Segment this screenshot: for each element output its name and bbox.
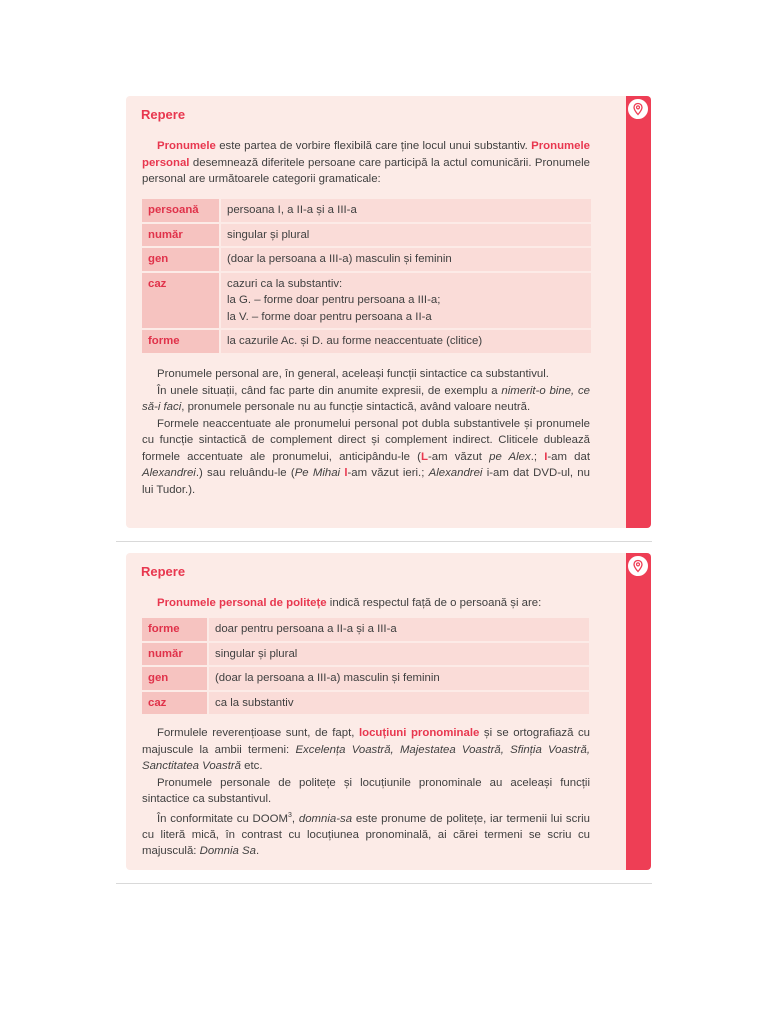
row-value-line: persoana I, a II-a și a III-a (227, 204, 357, 216)
location-pin-icon (627, 98, 649, 120)
row-key: caz (142, 273, 221, 329)
table-row (142, 667, 589, 690)
intro-paragraph: Pronumele personal de politețe indică respectul față de o persoană și are: (157, 597, 542, 609)
body-text (142, 725, 590, 860)
location-pin-icon (627, 555, 649, 577)
table-row (142, 330, 591, 353)
table-row (142, 643, 589, 666)
table-row (142, 273, 591, 329)
term-pronume-politete: Pronumele personal de politețe (157, 597, 327, 609)
row-value (221, 199, 591, 222)
row-value: doar pentru persoana a II-a și a III-a (209, 618, 589, 641)
table-row (142, 199, 591, 222)
card-title: Repere (141, 107, 186, 122)
row-value (221, 248, 591, 271)
paragraph-functions: Pronumele personale de politețe și locuțiunile pronominale au aceleași funcții sintactice ca substantivul. (142, 776, 590, 805)
paragraph-clitics: Formele neaccentuate ale pronumelui personal pot dubla substantivele și pronumele cu funcție sintactică de complement direct și complement indirect. Cliticele dublează formele accentuate ale pronumelui, anticipându-le (L-am văzut pe Alex.; I-am dat Alexandrei.) sau reluându-le (Pe Mihai l-am văzut ieri.; Alexandrei i-am dat DVD-ul, nu lui Tudor.). (142, 417, 591, 496)
intro-paragraph: Pronumele este partea de vorbire flexibilă care ține locul unui substantiv. Pronumele personal desemnează diferitele persoane care participă la actul comunicării. Pronumele personal are următoarele categorii gramaticale: (142, 140, 590, 185)
divider (116, 541, 652, 542)
row-value (221, 273, 591, 329)
row-key: caz (142, 692, 209, 715)
table-row (142, 224, 591, 247)
row-value-line: la G. – forme doar pentru persoana a III-a; (227, 294, 441, 306)
row-key: număr (142, 224, 221, 247)
row-value (221, 224, 591, 247)
paragraph-functions: Pronumele personal are, în general, aceleași funcții sintactice ca substantivul. (157, 368, 549, 380)
row-value-line: la cazurile Ac. și D. au forme neaccentuate (clitice) (227, 335, 483, 347)
repere-card-politete (126, 553, 651, 870)
row-value-line: cazuri ca la substantiv: (227, 277, 343, 290)
table-row (142, 248, 591, 271)
table-row (142, 618, 589, 641)
row-value (221, 330, 591, 353)
row-value-line: (doar la persoana a III-a) masculin și feminin (227, 253, 452, 265)
paragraph-neutral: În unele situații, când fac parte din anumite expresii, de exemplu a nimerit-o bine, ce să-i faci, pronumele personale nu au funcție sintactică, având valoare neutră. (142, 384, 590, 413)
row-key: forme (142, 618, 209, 641)
paragraph-locutions: Formulele reverențioase sunt, de fapt, locuțiuni pronominale și se ortografiază cu majuscule la ambii termeni: Excelența Voastră, Majestatea Voastră, Sfinția Voastră, Sanctitatea Voastră etc. (142, 727, 591, 772)
politete-table (142, 616, 589, 716)
card-title: Repere (141, 564, 186, 579)
table-row (142, 692, 589, 715)
row-value-line: la V. – forme doar pentru persoana a II-a (227, 310, 432, 323)
row-key: gen (142, 667, 209, 690)
row-key: număr (142, 643, 209, 666)
row-key: forme (142, 330, 221, 353)
term-pronumele: Pronumele (157, 140, 216, 152)
paragraph-doom: În conformitate cu DOOM$^3$, domnia-sa este pronume de politețe, iar termenii lui scriu cu literă mică, în contrast cu locuțiunea pronominală, ai cărei termeni se scriu cu majusculă: Domnia Sa. (142, 811, 590, 858)
divider (116, 883, 652, 884)
body-text (142, 366, 590, 498)
row-value: ca la substantiv (209, 692, 589, 715)
repere-card-personal (126, 96, 651, 528)
row-value: singular și plural (209, 643, 589, 666)
row-key: gen (142, 248, 221, 271)
accent-sidebar (626, 553, 651, 870)
accent-sidebar (626, 96, 651, 528)
row-key: persoană (142, 199, 221, 222)
row-value: (doar la persoana a III-a) masculin și feminin (209, 667, 589, 690)
term-pronumele-personal: Pronumele personal (142, 140, 590, 169)
categories-table (142, 197, 591, 355)
row-value-line: singular și plural (227, 228, 310, 241)
